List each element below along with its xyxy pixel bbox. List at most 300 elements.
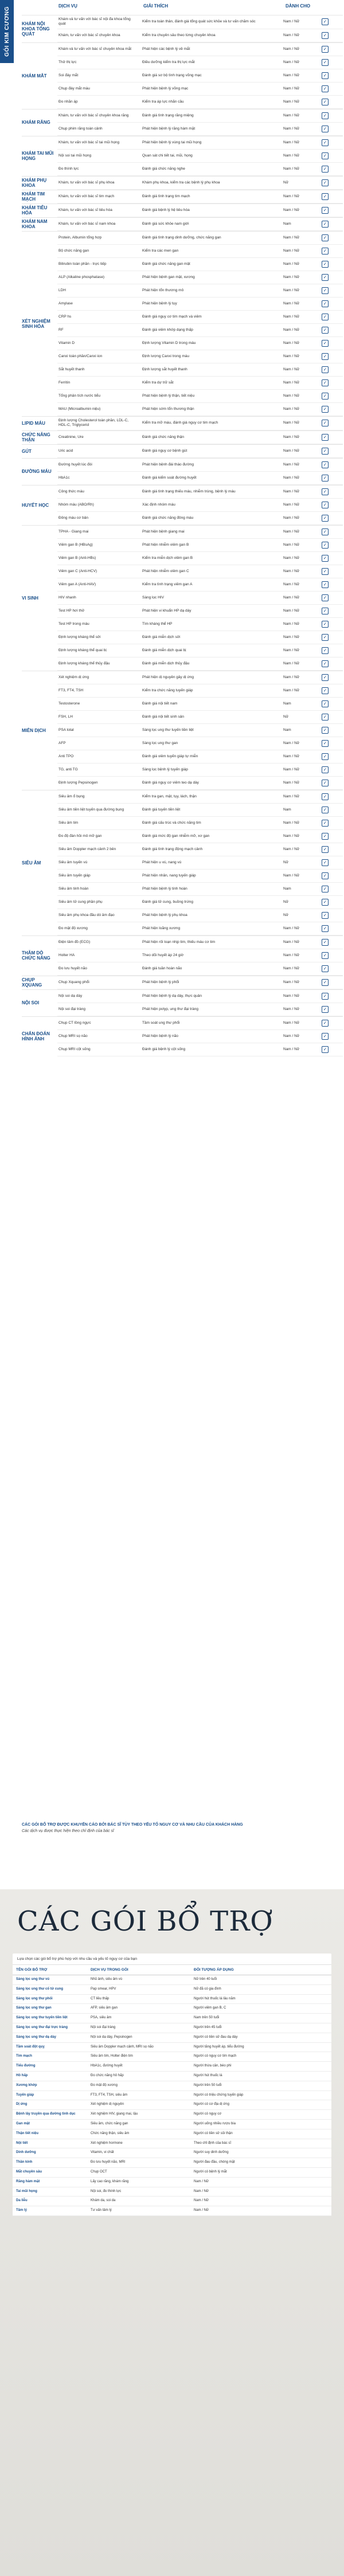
table-row	[57, 578, 343, 592]
table-row	[57, 539, 343, 552]
service-cell: Khám, tư vấn với bác sĩ chuyên khoa	[58, 33, 120, 37]
service-group	[22, 416, 343, 430]
explain-cell: Đánh giá bệnh lý hệ tiêu hóa	[142, 208, 190, 212]
explain-cell: Đánh giá viêm khớp dạng thấp	[142, 327, 193, 332]
explain-cell: Quan sát chi tiết tai, mũi, họng	[142, 153, 193, 158]
for-cell: Nam / Nữ	[283, 406, 300, 411]
check-cell	[319, 684, 331, 697]
addon-target-cell: Nữ trên 40 tuổi	[194, 1978, 217, 1981]
group-rows	[57, 445, 343, 458]
addon-name-cell: Bệnh lây truyền qua đường tình dục	[16, 2112, 76, 2116]
service-cell: Công thức máu	[58, 489, 84, 494]
check-cell	[319, 804, 331, 816]
check-cell	[319, 1030, 331, 1043]
explain-cell: Đánh giá miễn dịch thủy đậu	[142, 661, 190, 665]
check-cell	[319, 552, 331, 565]
service-cell: Holter HA	[58, 953, 75, 957]
group-name: XÉT NGHIỆM SINH HÓA	[22, 318, 50, 329]
for-cell: Nam / Nữ	[283, 595, 300, 600]
checkbox-icon: ✓	[322, 353, 329, 360]
service-cell: TG, anti TG	[58, 767, 78, 772]
check-cell	[319, 883, 331, 895]
addon-target-cell: Người có nguy cơ tim mạch	[194, 2054, 237, 2058]
package-side-tab	[0, 0, 14, 63]
explain-cell: Đánh giá tình trạng tim mạch	[142, 194, 190, 198]
package-note	[22, 1823, 337, 1833]
check-cell	[319, 578, 331, 591]
for-cell: Nam / Nữ	[283, 448, 300, 453]
table-row	[57, 377, 343, 390]
for-cell: Nam / Nữ	[283, 99, 300, 104]
check-cell	[319, 936, 331, 949]
checkbox-icon: ✓	[322, 379, 329, 386]
explain-cell: Đánh giá sức khỏe nam giới	[142, 221, 189, 226]
check-cell	[319, 96, 331, 108]
check-cell	[319, 1003, 331, 1016]
package-side-tab-label: GÓI KIM CƯƠNG	[3, 6, 10, 57]
table-row	[57, 472, 343, 485]
service-group	[22, 109, 343, 136]
checkbox-icon: ✓	[322, 300, 329, 307]
explain-cell: Phát hiện sớm tổn thương thận	[142, 406, 194, 411]
addon-services-cell: Chụp OCT	[91, 2170, 107, 2174]
checkbox-icon: ✓	[322, 99, 329, 105]
addon-target-cell: Người trên 50 tuổi	[194, 2083, 222, 2087]
checkbox-icon: ✓	[322, 287, 329, 294]
service-cell: Viêm gan A (Anti-HAV)	[58, 582, 96, 586]
service-cell: Xét nghiệm dị ứng	[58, 675, 89, 679]
addon-services-cell: CT liều thấp	[91, 1996, 110, 2000]
checkbox-icon: ✓	[322, 753, 329, 760]
explain-cell: Đánh giá nguy cơ tim mạch và viêm	[142, 314, 202, 319]
for-cell: Nữ	[283, 714, 289, 719]
check-cell	[319, 350, 331, 363]
group-rows	[57, 486, 343, 525]
for-cell: Nam / Nữ	[283, 248, 300, 253]
table-row	[57, 271, 343, 284]
checkbox-icon: ✓	[322, 899, 329, 906]
check-cell	[319, 258, 331, 271]
for-cell: Nam / Nữ	[283, 648, 300, 652]
table-row	[57, 43, 343, 56]
explain-cell: Phát hiện bệnh lý vùng tai mũi họng	[142, 140, 202, 144]
addon-services-cell: Đo chức năng hô hấp	[91, 2073, 124, 2077]
explain-cell: Phát hiện nhiễm viêm gan B	[142, 542, 189, 547]
explain-cell: Kiểm tra các men gan	[142, 248, 179, 253]
checkbox-icon: ✓	[322, 952, 329, 959]
check-cell	[319, 790, 331, 803]
table-row	[57, 337, 343, 350]
addon-name-cell: Tiểu đường	[16, 2064, 36, 2068]
for-cell: Nam / Nữ	[283, 820, 300, 825]
table-row	[57, 232, 343, 245]
explain-cell: Điều dưỡng kiểm tra thị lực mắt	[142, 60, 195, 64]
for-cell: Nam / Nữ	[283, 86, 300, 91]
table-row	[57, 618, 343, 631]
checkbox-icon: ✓	[322, 85, 329, 92]
check-cell	[319, 618, 331, 631]
explain-cell: Phát hiện dị nguyên gây dị ứng	[142, 675, 194, 679]
explain-cell: Tìm kháng thể HP	[142, 621, 173, 626]
group-rows	[57, 136, 343, 176]
for-cell: Nữ	[283, 180, 289, 185]
service-cell: Siêu âm tuyến vú	[58, 860, 88, 864]
addon-row	[13, 1995, 331, 2005]
addon-name-cell: Tâm lý	[16, 2209, 28, 2213]
checkbox-icon: ✓	[322, 179, 329, 186]
explain-cell: Đánh giá tình trạng răng miệng	[142, 113, 194, 118]
table-row	[57, 403, 343, 416]
checkbox-icon: ✓	[322, 461, 329, 468]
check-cell	[319, 539, 331, 551]
check-cell	[319, 232, 331, 244]
addon-target-cell: Nữ đã có gia đình	[194, 1987, 221, 1991]
explain-cell: Đánh giá bệnh lý cột sống	[142, 1047, 186, 1051]
addon-target-cell: Theo chỉ định của bác sĩ	[194, 2141, 232, 2145]
check-cell	[319, 445, 331, 457]
services-table	[22, 15, 343, 1056]
checkbox-icon: ✓	[322, 475, 329, 481]
service-cell: TPHA - Giang mai	[58, 529, 89, 534]
for-cell: Nam	[283, 221, 291, 226]
addon-header-row	[13, 1965, 331, 1975]
for-cell: Nam / Nữ	[283, 113, 300, 118]
addon-services-cell: Pap smear, HPV	[91, 1987, 116, 1991]
checkbox-icon: ✓	[322, 859, 329, 866]
checkbox-icon: ✓	[322, 912, 329, 919]
for-cell: Nam / Nữ	[283, 502, 300, 507]
check-cell	[319, 976, 331, 989]
addon-services-cell: Nội soi đại tràng	[91, 2025, 116, 2029]
addon-row	[13, 1985, 331, 1995]
checkbox-icon: ✓	[322, 261, 329, 268]
addon-row	[13, 2197, 331, 2206]
service-group	[22, 190, 343, 203]
table-row	[57, 592, 343, 605]
for-cell: Nam	[283, 886, 291, 891]
addon-name-cell: Sàng lọc ung thư tuyến tiền liệt	[16, 2016, 68, 2020]
check-cell	[319, 657, 331, 670]
explain-cell: Phát hiện bệnh lý võng mạc	[142, 86, 189, 91]
checkbox-icon: ✓	[322, 502, 329, 508]
service-cell: Test HP trong máu	[58, 621, 89, 626]
group-name: ĐƯỜNG MÁU	[22, 469, 52, 475]
explain-cell: Đánh giá tuyến tiền liệt	[142, 807, 181, 812]
service-cell: RF	[58, 327, 64, 332]
addon-services-cell: FT3, FT4, TSH, siêu âm	[91, 2093, 128, 2097]
check-cell	[319, 459, 331, 471]
check-cell	[319, 737, 331, 750]
for-cell: Nam / Nữ	[283, 542, 300, 547]
service-cell: Amylase	[58, 301, 73, 306]
checkbox-icon: ✓	[322, 634, 329, 641]
table-row	[57, 552, 343, 565]
check-cell	[319, 512, 331, 524]
check-cell	[319, 750, 331, 763]
check-cell	[319, 605, 331, 617]
explain-cell: Kiểm tra miễn dịch viêm gan B	[142, 555, 193, 560]
table-row	[57, 777, 343, 790]
service-group	[22, 525, 343, 671]
table-row	[57, 990, 343, 1003]
checkbox-icon: ✓	[322, 872, 329, 879]
addon-services-cell: Siêu âm, chức năng gan	[91, 2121, 128, 2125]
addon-row	[13, 2178, 331, 2187]
check-cell	[319, 109, 331, 122]
check-cell	[319, 403, 331, 416]
table-row	[57, 431, 343, 444]
explain-cell: Phát hiện bệnh giang mai	[142, 529, 185, 534]
checkbox-icon: ✓	[322, 1020, 329, 1027]
addon-name-cell: Sàng lọc ung thư dạ dày	[16, 2035, 57, 2039]
check-cell	[319, 909, 331, 922]
addon-target-cell: Người trên 45 tuổi	[194, 2025, 222, 2029]
checkbox-icon: ✓	[322, 248, 329, 255]
explain-cell: Đánh giá cấu trúc và chức năng tim	[142, 820, 201, 825]
for-cell: Nam / Nữ	[283, 794, 300, 798]
checkbox-icon: ✓	[322, 687, 329, 694]
table-row	[57, 56, 343, 69]
group-rows	[57, 190, 343, 203]
check-cell	[319, 15, 331, 28]
service-group	[22, 231, 343, 416]
explain-cell: Đánh giá nội tiết nam	[142, 701, 178, 706]
service-cell: Siêu âm ổ bụng	[58, 794, 85, 798]
checkbox-icon: ✓	[322, 807, 329, 813]
check-cell	[319, 1043, 331, 1056]
for-cell: Nam / Nữ	[283, 1047, 300, 1051]
addon-name-cell: Sàng lọc ung thư đại trực tràng	[16, 2025, 68, 2029]
explain-cell: Kiểm tra chuyên sâu theo từng chuyên khoa	[142, 33, 216, 37]
table-row	[57, 324, 343, 337]
service-cell: Siêu âm tinh hoàn	[58, 886, 89, 891]
explain-cell: Phát hiện u vú, nang vú	[142, 860, 182, 864]
checkbox-icon: ✓	[322, 448, 329, 455]
check-cell	[319, 644, 331, 657]
service-cell: Nội soi đại tràng	[58, 1007, 85, 1011]
check-cell	[319, 962, 331, 975]
explain-cell: Đánh giá chức năng thận	[142, 434, 185, 439]
for-cell: Nam / Nữ	[283, 208, 300, 212]
addon-target-cell: Nam / Nữ	[194, 2179, 209, 2183]
addon-target-cell: Người có nguy cơ	[194, 2112, 222, 2116]
addon-target-cell: Người uống nhiều rượu bia	[194, 2121, 236, 2125]
table-row	[57, 565, 343, 578]
for-cell: Nam / Nữ	[283, 475, 300, 480]
explain-cell: Phát hiện loãng xương	[142, 926, 181, 930]
group-name: KHÁM NỘI KHOA TỔNG QUÁT	[22, 21, 50, 37]
addon-name-cell: Tuyến giáp	[16, 2093, 34, 2097]
for-cell: Nam / Nữ	[283, 288, 300, 292]
check-cell	[319, 764, 331, 776]
addon-name-cell: Nội tiết	[16, 2141, 28, 2145]
addon-services-cell: Nội soi, đo thính lực	[91, 2189, 122, 2193]
service-cell: LDH	[58, 288, 67, 292]
table-row	[57, 459, 343, 472]
checkbox-icon: ✓	[322, 274, 329, 281]
table-row	[57, 750, 343, 764]
table-row	[57, 258, 343, 271]
service-cell: Định lượng Pepsinogen	[58, 780, 98, 785]
for-cell: Nữ	[283, 913, 289, 917]
explain-cell: Phát hiện bệnh lý tinh hoàn	[142, 886, 187, 891]
check-cell	[319, 592, 331, 604]
addon-rows	[13, 1975, 331, 2216]
table-row	[57, 711, 343, 724]
service-group	[22, 1016, 343, 1056]
addon-name-cell: Sàng lọc ung thư vú	[16, 1978, 50, 1981]
explain-cell: Đánh giá chức năng nghe	[142, 166, 185, 171]
check-cell	[319, 565, 331, 578]
service-group	[22, 15, 343, 42]
table-row	[57, 163, 343, 176]
checkbox-icon: ✓	[322, 555, 329, 562]
for-cell: Nam / Nữ	[283, 661, 300, 665]
checkbox-icon: ✓	[322, 515, 329, 522]
explain-cell: Đánh giá chức năng gan mật	[142, 261, 190, 266]
checkbox-icon: ✓	[322, 18, 329, 25]
checkbox-icon: ✓	[322, 207, 329, 214]
check-cell	[319, 190, 331, 203]
table-row	[57, 297, 343, 311]
check-cell	[319, 431, 331, 444]
for-cell: Nam / Nữ	[283, 741, 300, 745]
explain-cell: Khám phụ khoa, kiểm tra các bệnh lý phụ khoa	[142, 180, 220, 185]
for-cell: Nam / Nữ	[283, 301, 300, 306]
table-row	[57, 657, 343, 671]
table-row	[57, 1043, 343, 1056]
addon-row	[13, 2091, 331, 2101]
explain-cell: Kiểm tra chức năng tuyến giáp	[142, 688, 193, 692]
addon-target-cell: Người có tiền sử sỏi thận	[194, 2131, 233, 2135]
addon-target-cell: Người có triệu chứng tuyến giáp	[194, 2093, 244, 2097]
checkbox-icon: ✓	[322, 780, 329, 786]
service-group	[22, 217, 343, 231]
checkbox-icon: ✓	[322, 766, 329, 773]
checkbox-icon: ✓	[322, 581, 329, 588]
checkbox-icon: ✓	[322, 193, 329, 200]
addon-row	[13, 2081, 331, 2091]
service-cell: Siêu âm phụ khoa đầu dò âm đạo	[58, 913, 115, 917]
addon-header-name: TÊN GÓI BỔ TRỢ	[16, 1968, 48, 1972]
for-cell: Nam / Nữ	[283, 261, 300, 266]
addon-target-cell: Người đau đầu, chóng mặt	[194, 2160, 235, 2164]
check-cell	[319, 526, 331, 538]
group-rows	[57, 43, 343, 109]
addon-header-target: ĐỐI TƯỢNG ÁP DỤNG	[194, 1968, 234, 1972]
table-row	[57, 605, 343, 618]
service-group	[22, 671, 343, 790]
addon-services-cell: Lấy cao răng, khám răng	[91, 2179, 129, 2183]
for-cell: Nam / Nữ	[283, 608, 300, 613]
for-cell: Nam / Nữ	[283, 340, 300, 345]
checkbox-icon: ✓	[322, 434, 329, 441]
addon-name-cell: Tai mũi họng	[16, 2189, 37, 2193]
for-cell: Nam / Nữ	[283, 194, 300, 198]
checkbox-icon: ✓	[322, 126, 329, 132]
addon-services-cell: Vitamin, vi chất	[91, 2151, 114, 2155]
addon-target-cell: Người hút thuốc lá lâu năm	[194, 1996, 236, 2000]
service-group	[22, 430, 343, 444]
explain-cell: Phát hiện các bệnh lý về mắt	[142, 46, 190, 51]
service-cell: Thử thị lực	[58, 60, 77, 64]
explain-cell: Kiểm tra tình trạng viêm gan A	[142, 582, 193, 586]
for-cell: Nam / Nữ	[283, 33, 300, 37]
group-rows	[57, 936, 343, 976]
table-row	[57, 883, 343, 896]
table-row	[57, 698, 343, 711]
explain-cell: Theo dõi huyết áp 24 giờ	[142, 953, 184, 957]
group-name: KHÁM TAI MŨI HỌNG	[22, 151, 54, 162]
explain-cell: Phát hiện bệnh lý thận, tiết niệu	[142, 393, 195, 398]
for-cell: Nam / Nữ	[283, 166, 300, 171]
explain-cell: Đánh giá nguy cơ viêm teo dạ dày	[142, 780, 199, 785]
for-cell: Nam / Nữ	[283, 275, 300, 279]
table-row	[57, 486, 343, 499]
explain-cell: Đánh giá chức năng đông máu	[142, 515, 194, 520]
service-group	[22, 935, 343, 976]
check-cell	[319, 271, 331, 284]
service-cell: Khám, tư vấn với bác sĩ tiêu hóa	[58, 208, 112, 212]
explain-cell: Phát hiện tổn thương mô	[142, 288, 184, 292]
for-cell: Nam / Nữ	[283, 462, 300, 467]
group-rows	[57, 671, 343, 790]
checkbox-icon: ✓	[322, 979, 329, 986]
column-header	[22, 3, 343, 11]
group-rows	[57, 417, 343, 430]
group-rows	[57, 204, 343, 217]
explain-cell: Phát hiện polyp, ung thư đại tràng	[142, 1007, 198, 1011]
table-row	[57, 671, 343, 684]
addon-services-cell: Nhũ ảnh, siêu âm vú	[91, 1978, 123, 1981]
table-row	[57, 311, 343, 324]
table-row	[57, 218, 343, 231]
table-row	[57, 177, 343, 190]
explain-cell: Định lượng Canxi trong máu	[142, 354, 189, 358]
service-cell: HIV nhanh	[58, 595, 76, 600]
explain-cell: Phát hiện bệnh gan mật, xương	[142, 275, 195, 279]
for-cell: Nam / Nữ	[283, 688, 300, 692]
for-cell: Nam / Nữ	[283, 60, 300, 64]
addon-name-cell: Răng hàm mặt	[16, 2179, 40, 2183]
for-cell: Nam / Nữ	[283, 754, 300, 758]
addon-row	[13, 2206, 331, 2216]
table-row	[57, 804, 343, 817]
group-rows	[57, 526, 343, 671]
check-cell	[319, 777, 331, 789]
for-cell: Nữ	[283, 860, 289, 864]
for-cell: Nam / Nữ	[283, 73, 300, 77]
checkbox-icon: ✓	[322, 594, 329, 601]
addon-row	[13, 2110, 331, 2120]
check-cell	[319, 363, 331, 376]
checkbox-icon: ✓	[322, 234, 329, 241]
addon-section	[0, 1889, 344, 2576]
checkbox-icon: ✓	[322, 420, 329, 426]
explain-cell: Phát hiện bệnh lý tụy	[142, 301, 177, 306]
checkbox-icon: ✓	[322, 608, 329, 614]
addon-name-cell: Xương khớp	[16, 2083, 37, 2087]
for-cell: Nam / Nữ	[283, 621, 300, 626]
for-cell: Nam / Nữ	[283, 380, 300, 385]
explain-cell: Đánh giá tình trạng dinh dưỡng, chức năng gan	[142, 235, 221, 240]
table-row	[57, 204, 343, 217]
checkbox-icon: ✓	[322, 340, 329, 347]
addon-name-cell: Dinh dưỡng	[16, 2151, 36, 2155]
addon-target-cell: Nam / Nữ	[194, 2189, 209, 2193]
checkbox-icon: ✓	[322, 939, 329, 946]
group-name: NỘI SOI	[22, 1000, 40, 1006]
